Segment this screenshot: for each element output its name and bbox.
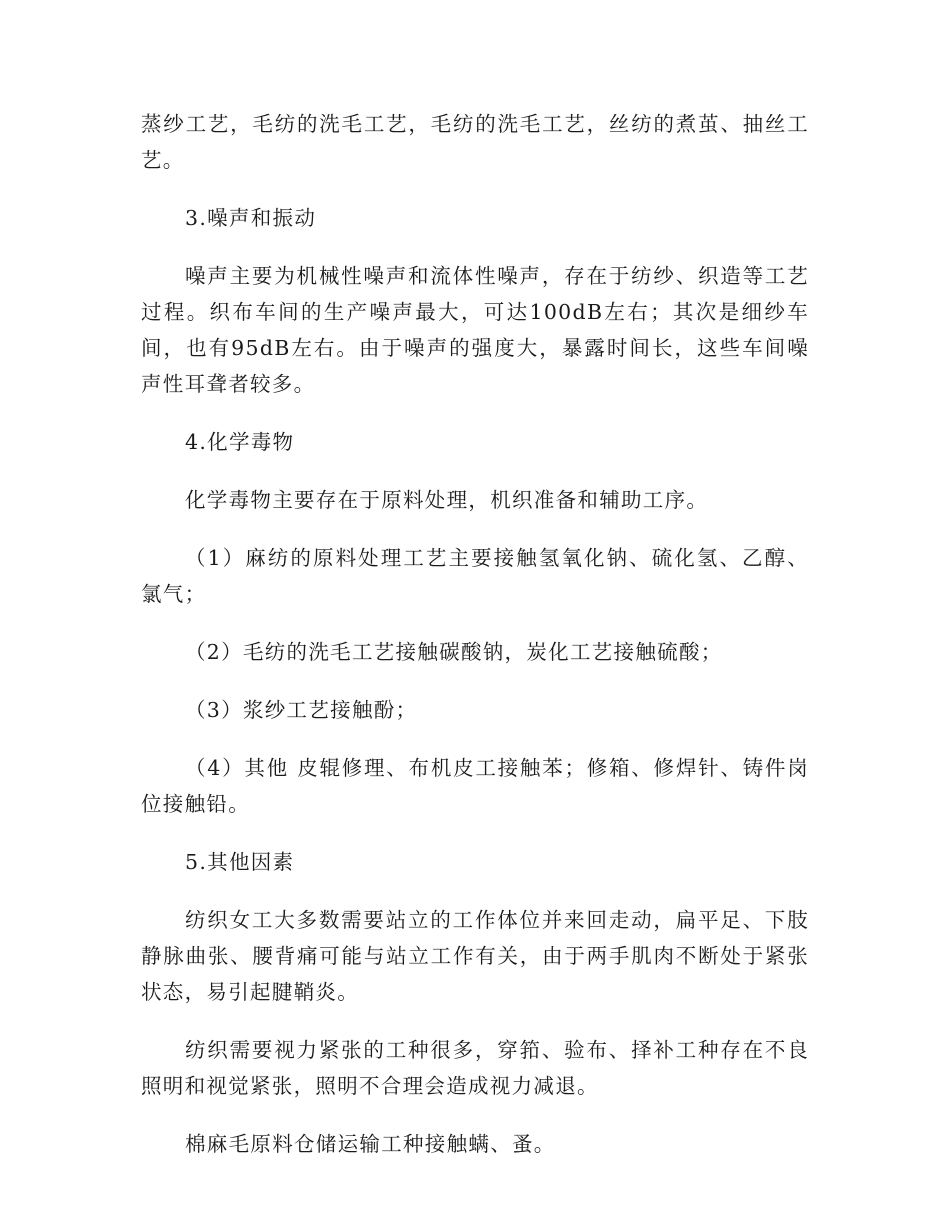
list-item-4: （4）其他 皮辊修理、布机皮工接触苯；修箱、修焊针、铸件岗位接触铅。 — [141, 756, 809, 816]
list-item-2: （2）毛纺的洗毛工艺接触碳酸钠，炭化工艺接触硫酸； — [185, 640, 723, 664]
document-body — [141, 106, 809, 1184]
section-heading-noise: 3.噪声和振动 — [185, 206, 317, 230]
noise-paragraph: 噪声主要为机械性噪声和流体性噪声，存在于纺纱、织造等工艺过程。织布车间的生产噪声最大，可达100dB左右；其次是细纱车间，也有95dB左右。由于噪声的强度大，暴露时间长，这些车间噪声性耳聋者较多。 — [141, 264, 809, 396]
section-heading-other-factors: 5.其他因素 — [185, 850, 295, 874]
vision-paragraph: 纺织需要视力紧张的工种很多，穿筘、验布、择补工种存在不良照明和视觉紧张，照明不合理会造成视力减退。 — [141, 1038, 809, 1098]
section-heading-chemicals: 4.化学毒物 — [185, 430, 295, 454]
chemicals-intro-paragraph: 化学毒物主要存在于原料处理，机织准备和辅助工序。 — [185, 488, 709, 512]
continuation-paragraph: 蒸纱工艺，毛纺的洗毛工艺，毛纺的洗毛工艺，丝纺的煮茧、抽丝工艺。 — [141, 112, 809, 172]
storage-paragraph: 棉麻毛原料仓储运输工种接触螨、蚤。 — [185, 1132, 556, 1156]
list-item-3: （3）浆纱工艺接触酚； — [185, 698, 418, 722]
posture-paragraph: 纺织女工大多数需要站立的工作体位并来回走动，扁平足、下肢静脉曲张、腰背痛可能与站立工作有关，由于两手肌肉不断处于紧张状态，易引起腱鞘炎。 — [141, 908, 809, 1004]
list-item-1: （1）麻纺的原料处理工艺主要接触氢氧化钠、硫化氢、乙醇、氯气； — [141, 546, 809, 606]
